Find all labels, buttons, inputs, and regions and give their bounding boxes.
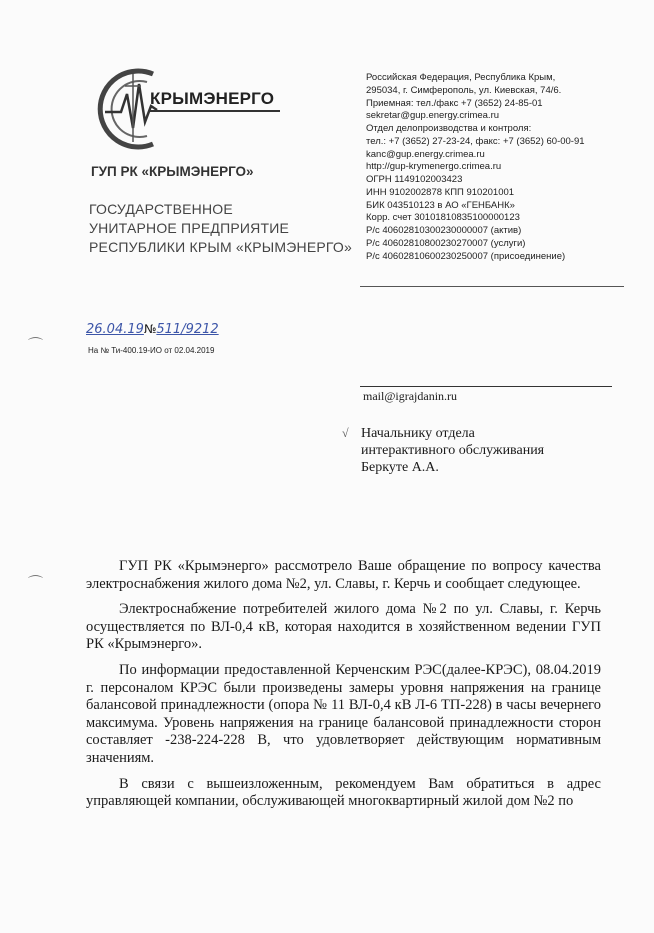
- addressee-line: Начальнику отдела: [361, 426, 475, 441]
- addressee-line: интерактивного обслуживания: [361, 443, 545, 458]
- punch-hole-mark-icon: ⌒: [28, 576, 44, 592]
- krymenergo-logo-icon: [95, 64, 295, 154]
- contact-line: БИК 043510123 в АО «ГЕНБАНК»: [366, 199, 515, 211]
- body-paragraph: В связи с вышеизложенным, рекомендуем Вам обратиться в адрес управляющей компании, обслуживающей многоквартирный жилой дом №2 по: [86, 775, 601, 810]
- recipient-divider: [360, 386, 612, 387]
- contact-line: sekretar@gup.energy.crimea.ru: [366, 110, 500, 122]
- addressee-block: [361, 425, 544, 476]
- contact-line: ОГРН 1149102003423: [366, 174, 463, 185]
- contact-line: Отдел делопроизводства и контроля:: [366, 123, 532, 134]
- org-full-line: ГОСУДАРСТВЕННОЕ: [89, 201, 233, 217]
- outgoing-number: [86, 322, 219, 337]
- reference-line: На № Ти-400.19-ИО от 02.04.2019: [88, 346, 215, 355]
- addressee-line: Беркуте А.А.: [361, 460, 439, 475]
- contact-line: Р/с 40602810300230000007 (актив): [366, 225, 522, 236]
- header-divider: [360, 286, 624, 287]
- letter-body: [86, 558, 601, 811]
- body-paragraph: ГУП РК «Крымэнерго» рассмотрело Ваше обращение по вопросу качества электроснабжения жилого дома №2, ул. Славы, г. Керчь и сообщает следующее.: [86, 558, 601, 592]
- punch-hole-mark-icon: ⌒: [28, 338, 44, 354]
- contact-line: Российская Федерация, Республика Крым,: [366, 72, 556, 83]
- org-full-line: РЕСПУБЛИКИ КРЫМ «КРЫМЭНЕРГО»: [89, 239, 352, 255]
- contact-line: kanc@gup.energy.crimea.ru: [366, 148, 485, 160]
- contact-line: http://gup-krymenergo.crimea.ru: [366, 161, 502, 173]
- logo-text: КРЫМЭНЕРГО: [150, 89, 275, 108]
- contact-line: ИНН 9102002878 КПП 910201001: [366, 186, 515, 198]
- outgoing-date: 26.04.19: [86, 322, 144, 337]
- number-sign: №: [143, 322, 157, 336]
- contact-line: 295034, г. Симферополь, ул. Киевская, 74/6.: [366, 84, 562, 96]
- contact-block: [366, 72, 585, 263]
- check-mark-icon: √: [342, 426, 349, 440]
- body-paragraph: Электроснабжение потребителей жилого дома №2 по ул. Славы, г. Керчь осуществляется по ВЛ-0,4 кВ, которая находится в хозяйственном ведении ГУП РК «Крымэнерго».: [86, 601, 601, 653]
- outgoing-number-value: 511/9212: [156, 322, 219, 337]
- org-full-name: [89, 200, 352, 257]
- contact-line: Р/с 40602810800230270007 (услуги): [366, 237, 526, 249]
- contact-line: Р/с 40602810600230250007 (присоединение): [366, 250, 566, 262]
- org-full-line: УНИТАРНОЕ ПРЕДПРИЯТИЕ: [89, 220, 290, 236]
- org-short-name: ГУП РК «КРЫМЭНЕРГО»: [91, 164, 254, 179]
- contact-line: тел.: +7 (3652) 27-23-24, факс: +7 (3652) 60-00-91: [366, 135, 585, 147]
- body-paragraph: По информации предоставленной Керченским РЭС(далее-КРЭС), 08.04.2019 г. персоналом КРЭС были произведены замеры уровня напряжения на границе балансовой принадлежности (опора № 11 ВЛ-0,4 кВ Л-6 ТП-228) в часы вечернего максимума. Уровень напряжения на границе балансовой принадлежности сторон составляет -238-224-228 В, что удовлетворяет действующим нормативным значениям.: [86, 661, 601, 766]
- contact-line: Приемная: тел./факс +7 (3652) 24-85-01: [366, 97, 543, 109]
- contact-line: Корр. счет 30101810835100000123: [366, 212, 520, 224]
- recipient-email: mail@igrajdanin.ru: [363, 389, 458, 403]
